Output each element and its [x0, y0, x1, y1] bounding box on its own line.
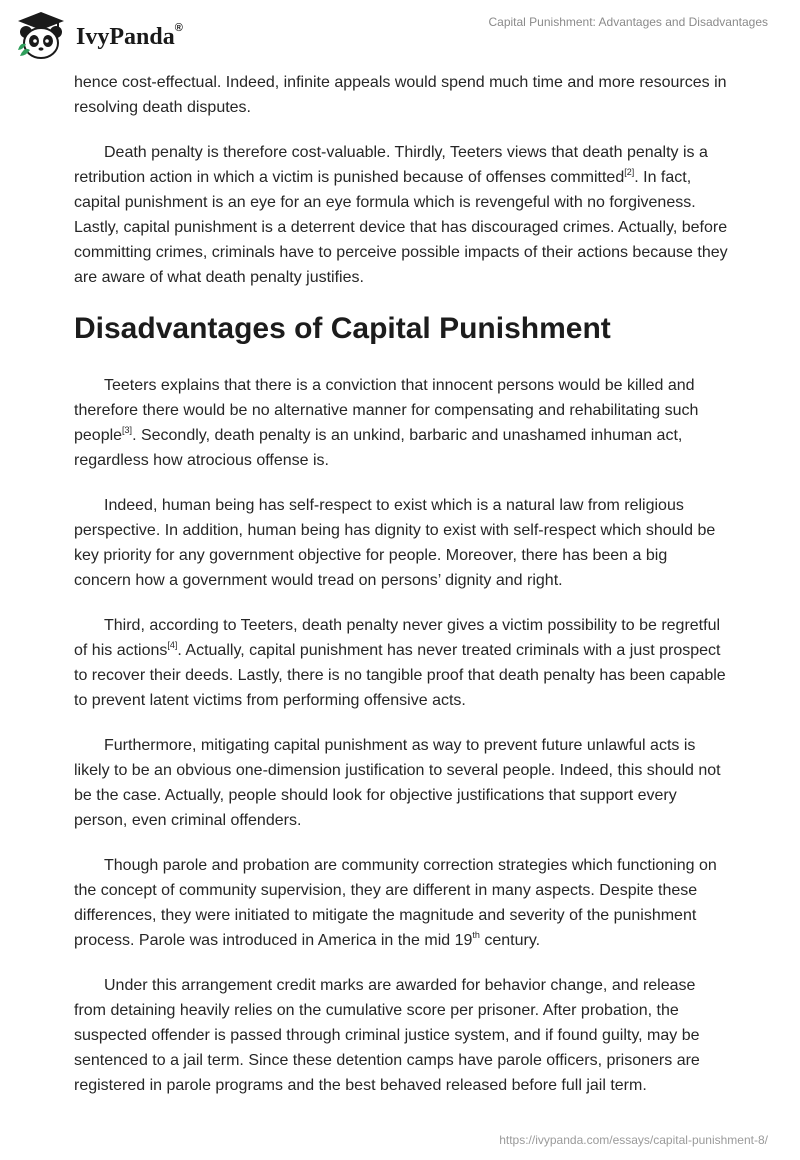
footnote-ref[interactable]: [2]	[624, 166, 635, 177]
paragraph	[74, 373, 728, 473]
paragraph-text: . Secondly, death penalty is an unkind, barbaric and unashamed inhuman act, regardless how atrocious offense is.	[74, 427, 683, 469]
paragraph-text: . In fact, capital punishment is an eye for an eye formula which is revengeful with no forgiveness. Lastly, capital punishment is a deterrent device that has discouraged crimes. Actually, before committing crimes, criminals have to perceive possible impacts of their actions because they are aware of what death penalty justifies.	[74, 169, 728, 286]
footnote-ref[interactable]: [3]	[122, 424, 133, 435]
paragraph	[74, 140, 728, 290]
paragraph-text: Third, according to Teeters, death penalty never gives a victim possibility to be regretful of his actions	[74, 617, 721, 659]
paragraph-text: . Actually, capital punishment has never treated criminals with a just prospect to recover their deeds. Lastly, there is no tangible proof that death penalty has been capable to prevent latent victims from performing offensive acts.	[74, 642, 726, 709]
page-header	[0, 0, 800, 70]
ivypanda-logo[interactable]	[14, 10, 183, 62]
paragraph	[74, 853, 728, 953]
paragraph-text: Death penalty is therefore cost-valuable. Thirdly, Teeters views that death penalty is a retribution action in which a victim is punished because of offenses committed	[74, 144, 708, 186]
article-body	[74, 70, 728, 1118]
paragraph	[74, 973, 728, 1098]
paragraph	[74, 613, 728, 713]
section-heading: Disadvantages of Capital Punishment	[74, 312, 611, 345]
brand-name: IvyPanda®	[76, 21, 183, 50]
paragraphs-bottom	[74, 373, 728, 1098]
source-url[interactable]: https://ivypanda.com/essays/capital-punishment-8/	[499, 1133, 768, 1147]
document-title: Capital Punishment: Advantages and Disadvantages	[488, 15, 768, 29]
footnote-ref[interactable]: th	[472, 929, 480, 940]
panda-graduate-icon	[14, 10, 68, 62]
paragraph	[74, 733, 728, 833]
paragraph-text: Teeters explains that there is a conviction that innocent persons would be killed and therefore there would be no alternative manner for compensating and rehabilitating such people	[74, 377, 699, 444]
paragraph-text: Under this arrangement credit marks are awarded for behavior change, and release from detaining heavily relies on the cumulative score per prisoner. After probation, the suspected offender is passed through criminal justice system, and if found guilty, may be sentenced to a jail term. Since these detention camps have parole officers, prisoners are registered in parole programs and the best behaved released before full jail term.	[74, 977, 700, 1094]
paragraph-text: century.	[479, 932, 541, 949]
paragraph-text: Indeed, human being has self-respect to exist which is a natural law from religious perspective. In addition, human being has dignity to exist with self-respect which should be key priority for any government objective for people. Moreover, there has been a big concern how a government would tread on persons’ dignity and right.	[74, 497, 716, 589]
paragraph-text: hence cost-effectual. Indeed, infinite appeals would spend much time and more resources in resolving death disputes.	[74, 74, 727, 116]
paragraph	[74, 70, 728, 120]
paragraph	[74, 493, 728, 593]
paragraph-text: Furthermore, mitigating capital punishment as way to prevent future unlawful acts is likely to be an obvious one-dimension justification to several people. Indeed, this should not be the case. Actually, people should look for objective justifications that support every person, even criminal offenders.	[74, 737, 721, 829]
paragraph-text: Though parole and probation are community correction strategies which functioning on the concept of community supervision, they are different in many aspects. Despite these differences, they were initiated to mitigate the magnitude and severity of the punishment process. Parole was introduced in America in the mid 19	[74, 857, 717, 949]
footnote-ref[interactable]: [4]	[167, 639, 178, 650]
paragraphs-top	[74, 70, 728, 290]
